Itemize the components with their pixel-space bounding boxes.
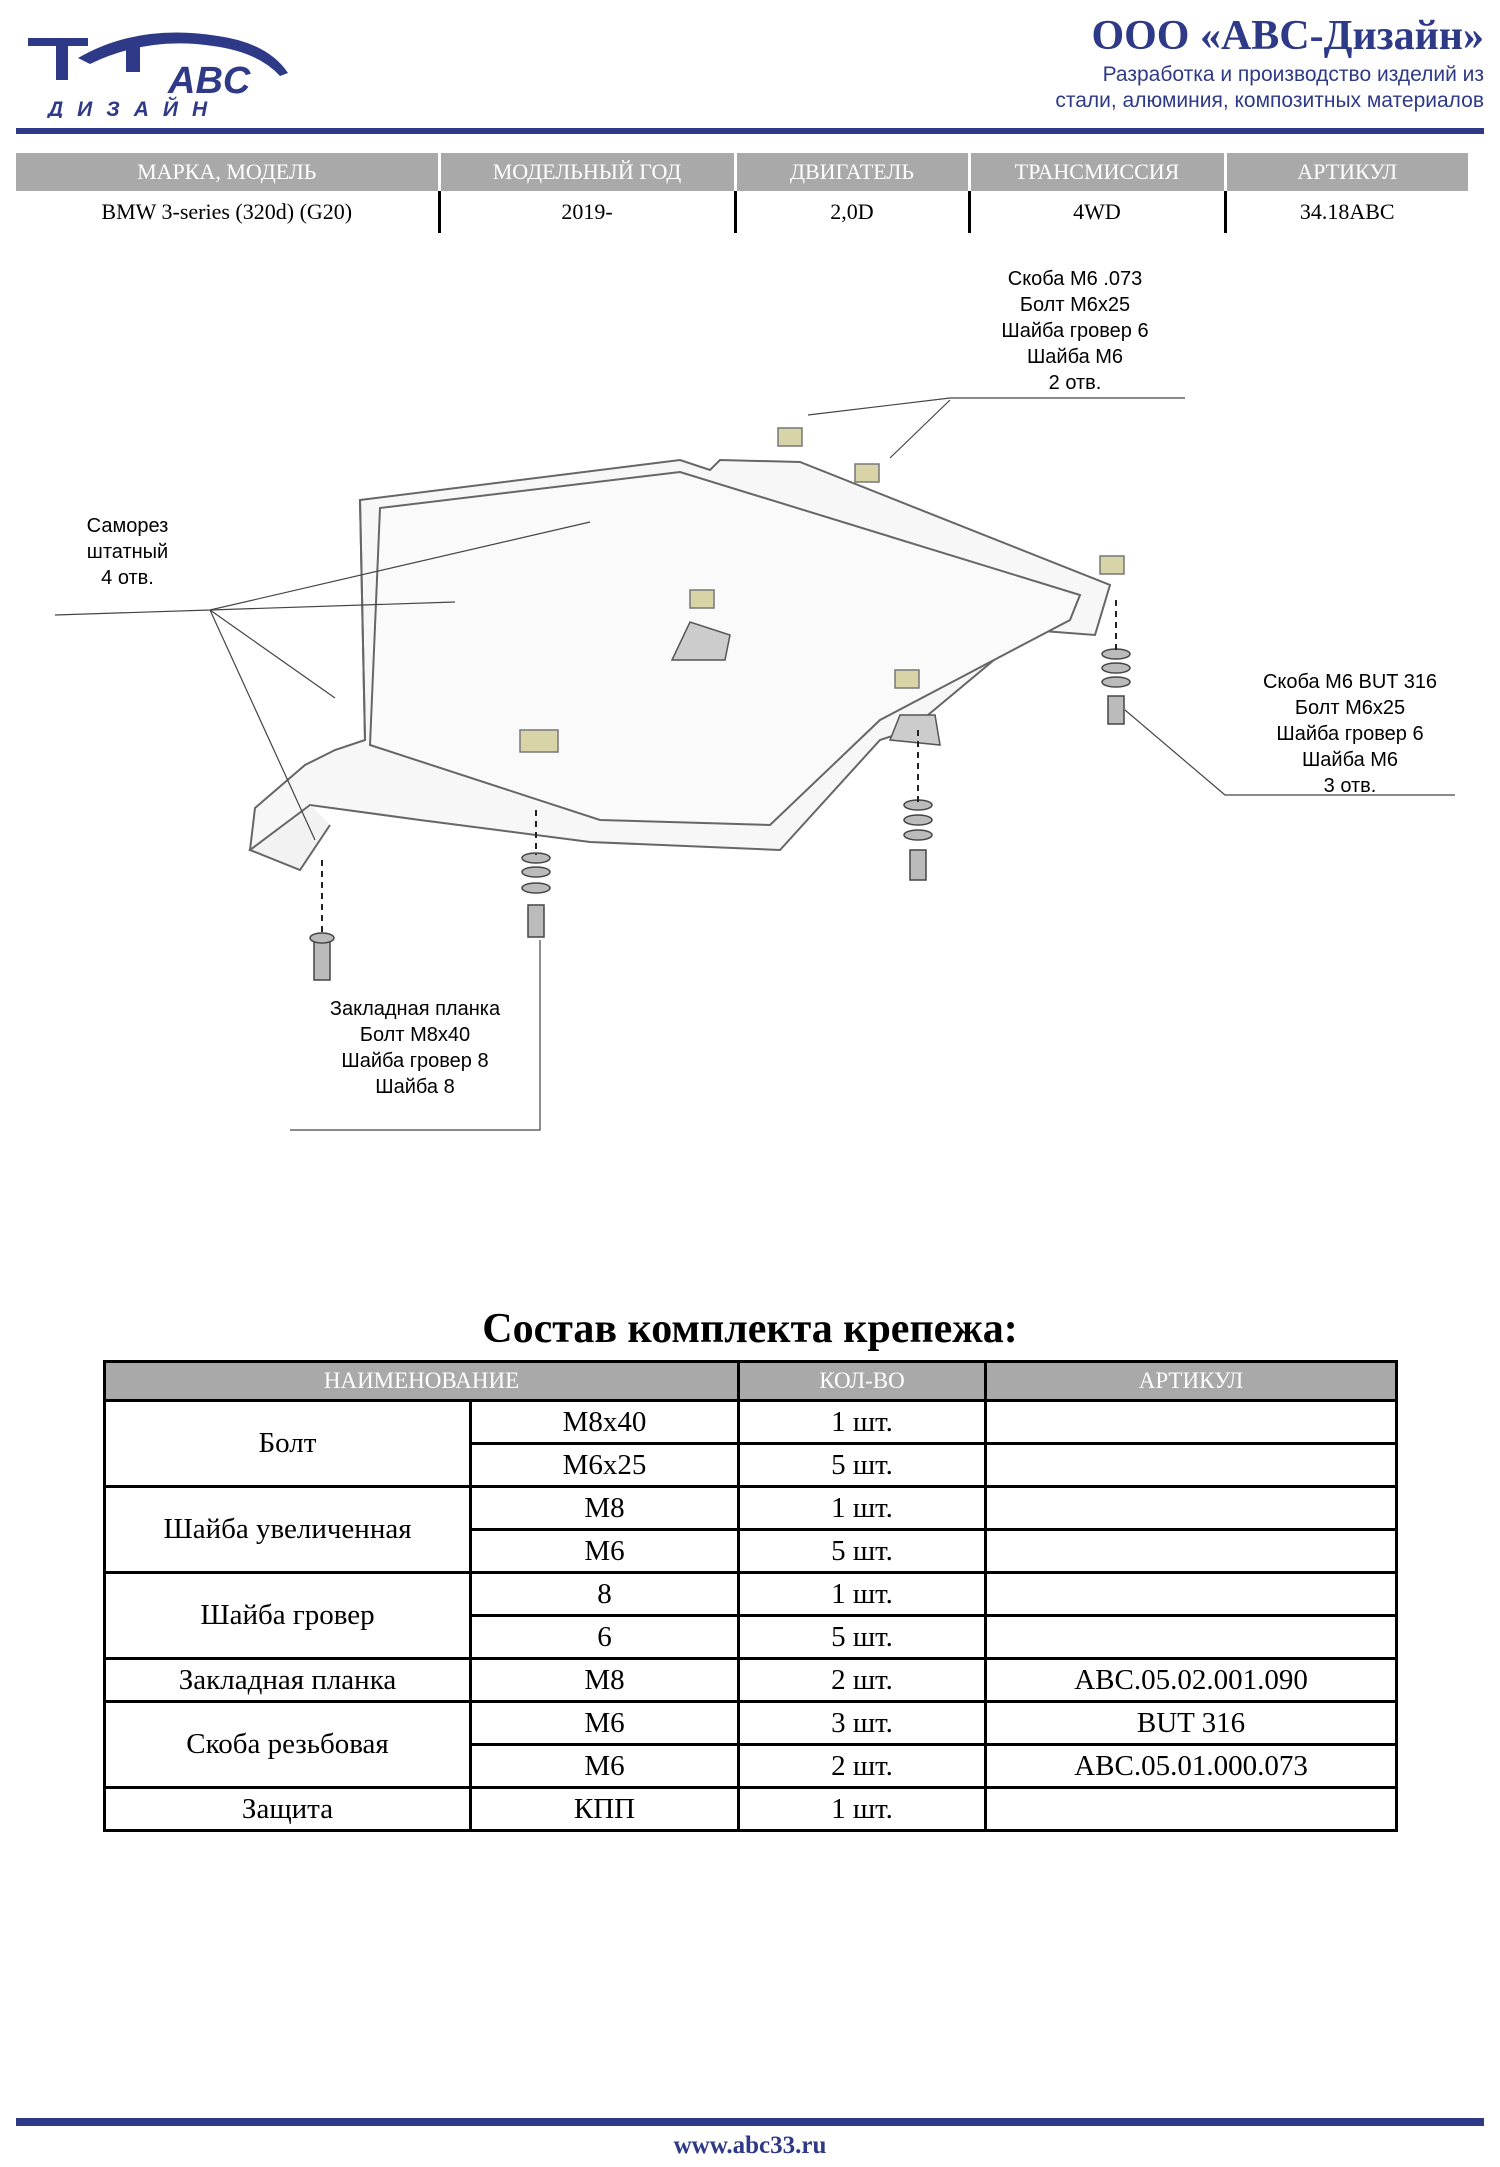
company-tagline-1: Разработка и производство изделий из [1102,63,1484,86]
kit-qty: 1 шт. [739,1573,986,1616]
header-divider [16,128,1484,134]
kit-size: 6 [471,1616,739,1659]
table-row [105,1702,1397,1745]
callout-right-line-2: Болт М6х25 [1294,697,1406,719]
callout-top-right-line-2: Болт М6х25 [1019,294,1131,316]
callout-right-line-4: Шайба М6 [1301,749,1399,771]
callout-top-right [965,266,1185,396]
callout-top-right-line-5: 2 отв. [1048,372,1102,394]
kit-article [986,1573,1397,1616]
kit-article [986,1401,1397,1444]
kit-qty: 2 шт. [739,1745,986,1788]
kit-table [103,1360,1398,1832]
callout-bottom-line-3: Шайба гровер 8 [341,1050,489,1072]
info-header-row [16,153,1468,191]
table-row [105,1487,1397,1530]
kit-size: М8х40 [471,1401,739,1444]
kit-qty: 5 шт. [739,1530,986,1573]
company-block [1055,10,1484,114]
kit-header-article: АРТИКУЛ [986,1362,1397,1401]
kit-group-name: Скоба резьбовая [105,1702,471,1788]
kit-article [986,1616,1397,1659]
vehicle-info-table [16,153,1468,233]
svg-text:ДИЗАЙН: ДИЗАЙН [48,98,222,118]
table-row [105,1659,1397,1702]
callout-top-right-line-3: Шайба гровер 6 [1001,320,1149,342]
footer-divider [16,2118,1484,2126]
callout-right [1235,669,1465,799]
kit-size: М6 [471,1702,739,1745]
info-engine: 2,0D [735,191,969,233]
kit-qty: 5 шт. [739,1444,986,1487]
company-name: ООО «АВС-Дизайн» [1091,13,1484,59]
callout-left-line-2: штатный [86,541,169,563]
kit-header-name: НАИМЕНОВАНИЕ [105,1362,739,1401]
kit-size: М8 [471,1659,739,1702]
kit-size: М8 [471,1487,739,1530]
kit-article [986,1487,1397,1530]
kit-article [986,1788,1397,1831]
kit-qty: 5 шт. [739,1616,986,1659]
kit-group-name: Шайба гровер [105,1573,471,1659]
table-row [105,1401,1397,1444]
callout-top-right-line-4: Шайба М6 [1026,346,1124,368]
kit-article [986,1530,1397,1573]
kit-qty: 1 шт. [739,1788,986,1831]
table-row [105,1788,1397,1831]
kit-article [986,1444,1397,1487]
kit-size: КПП [471,1788,739,1831]
kit-size: М6 [471,1530,739,1573]
info-header-transmission: ТРАНСМИССИЯ [969,153,1225,191]
info-article: 34.18ABC [1299,199,1395,224]
kit-size: М6х25 [471,1444,739,1487]
callout-left [55,513,200,591]
kit-article: АВС.05.02.001.090 [986,1659,1397,1702]
info-data-row [16,191,1468,233]
kit-qty: 1 шт. [739,1487,986,1530]
kit-qty: 3 шт. [739,1702,986,1745]
kit-qty: 1 шт. [739,1401,986,1444]
callout-bottom-line-4: Шайба 8 [375,1076,455,1098]
kit-article: АВС.05.01.000.073 [986,1745,1397,1788]
info-model: BMW 3-series (320d) (G20) [16,191,439,233]
kit-group-name: Защита [105,1788,471,1831]
kit-group-name: Шайба увеличенная [105,1487,471,1573]
info-header-article: АРТИКУЛ [1225,153,1468,191]
kit-group-name: Болт [105,1401,471,1487]
callout-left-line-3: 4 отв. [101,567,154,589]
kit-header-row [105,1362,1397,1401]
kit-size: 8 [471,1573,739,1616]
kit-header-qty: КОЛ-ВО [739,1362,986,1401]
callout-bottom-line-1: Закладная планка [329,998,501,1020]
kit-qty: 2 шт. [739,1659,986,1702]
company-logo [18,18,298,118]
kit-article: BUT 316 [986,1702,1397,1745]
callout-top-right-line-1: Скоба М6 .073 [1007,268,1143,290]
callout-bottom-line-2: Болт М8х40 [359,1024,471,1046]
callout-right-line-3: Шайба гровер 6 [1276,723,1424,745]
company-tagline-2: стали, алюминия, композитных материалов [1055,89,1484,112]
callout-right-line-1: Скоба М6 BUT 316 [1262,671,1438,693]
callout-bottom [305,996,525,1100]
table-row [105,1573,1397,1616]
kit-group-name: Закладная планка [105,1659,471,1702]
svg-text:ABC: ABC [168,60,251,102]
kit-size: М6 [471,1745,739,1788]
callout-right-line-5: 3 отв. [1323,775,1377,797]
kit-title: Состав комплекта крепежа: [482,1306,1018,1352]
info-header-year: МОДЕЛЬНЫЙ ГОД [439,153,735,191]
info-header-model: МАРКА, МОДЕЛЬ [16,153,439,191]
info-year: 2019- [439,191,735,233]
callout-left-line-1: Саморез [86,515,169,537]
footer-website-link[interactable]: www.abc33.ru [673,2132,827,2159]
skid-plate [250,460,1110,870]
info-header-engine: ДВИГАТЕЛЬ [735,153,969,191]
info-transmission: 4WD [969,191,1225,233]
